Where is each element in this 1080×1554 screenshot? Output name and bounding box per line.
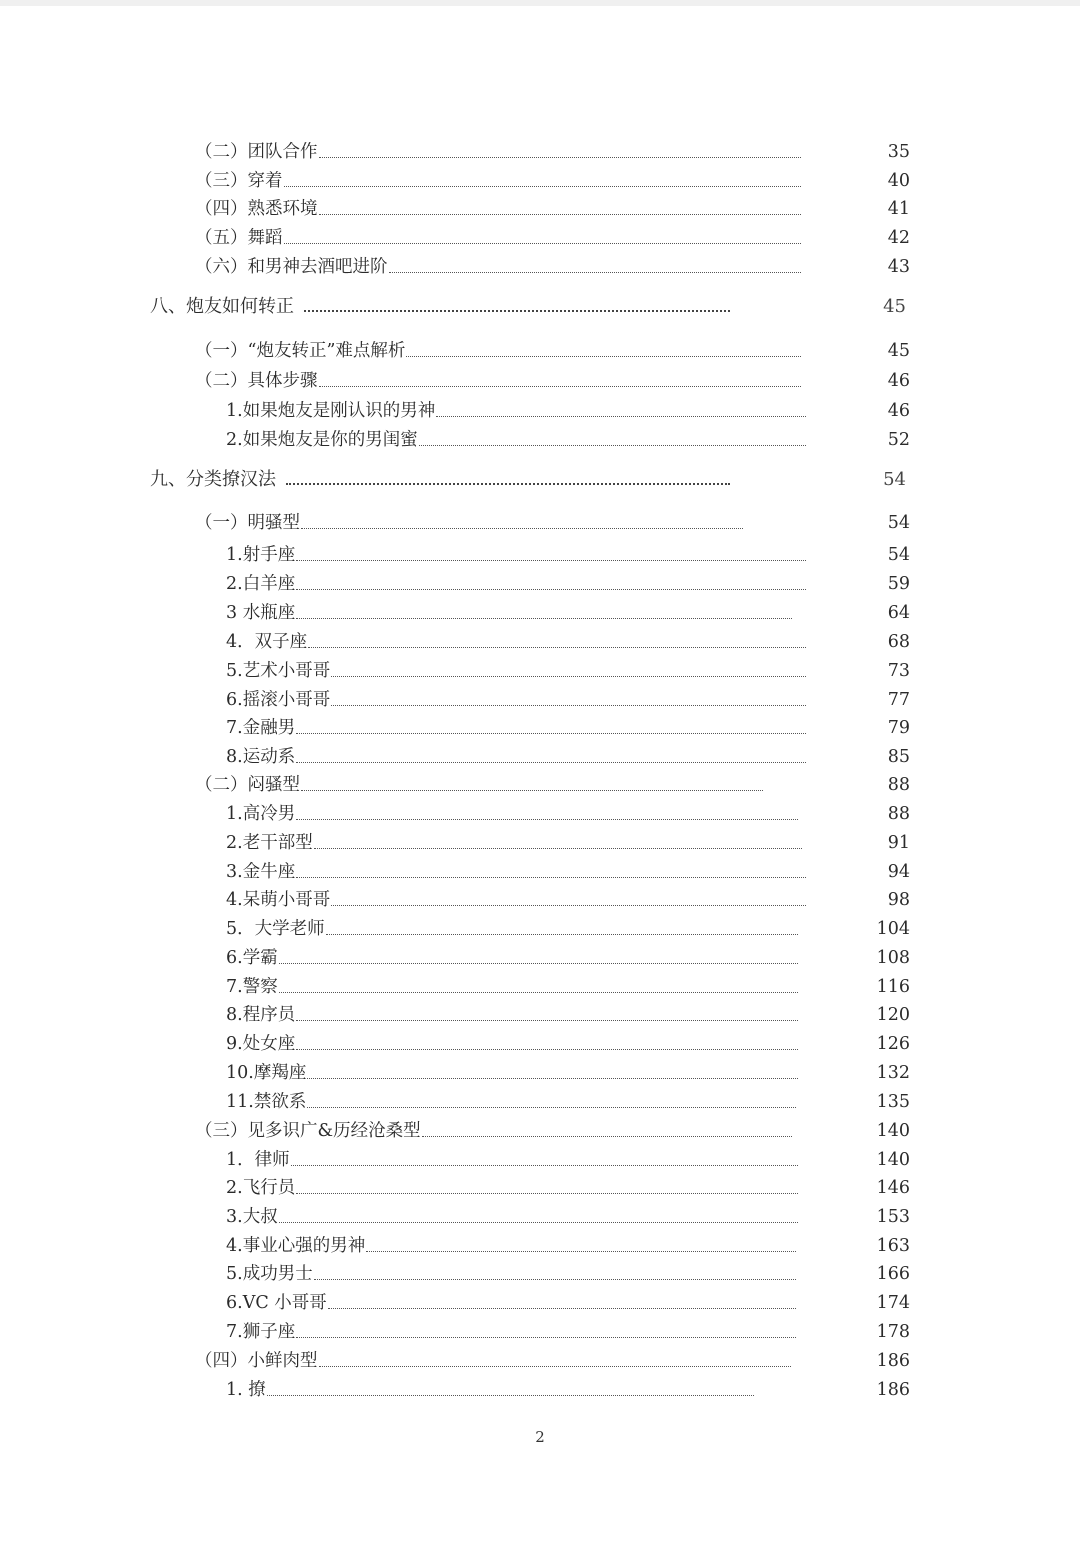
toc-page-number: 88 (887, 804, 910, 824)
toc-entry[interactable] (226, 429, 806, 451)
toc-page-number: 77 (887, 690, 910, 710)
toc-entry-label: 1. 撩 (226, 1380, 266, 1400)
toc-entry[interactable] (226, 1292, 796, 1314)
toc-page-number: 135 (876, 1092, 910, 1112)
toc-entry[interactable] (226, 1149, 798, 1171)
toc-entry[interactable] (226, 1033, 798, 1055)
toc-page-number: 45 (887, 341, 910, 361)
dot-leader (308, 646, 806, 648)
toc-page-number: 64 (887, 603, 910, 623)
toc-entry[interactable] (226, 660, 806, 682)
toc-entry-label: 9.处女座 (226, 1034, 296, 1054)
toc-page-number: 132 (876, 1063, 910, 1083)
dot-leader (296, 1048, 798, 1050)
toc-entry-label: 3.金牛座 (226, 862, 296, 882)
toc-page-number: 59 (887, 574, 910, 594)
toc-entry[interactable] (226, 1004, 798, 1026)
toc-entry[interactable] (195, 340, 801, 362)
toc-page-number: 43 (887, 257, 910, 277)
dot-leader (296, 761, 806, 763)
dot-leader (284, 185, 802, 187)
toc-page-number: 146 (876, 1178, 910, 1198)
toc-entry[interactable] (226, 832, 802, 854)
toc-entry[interactable] (226, 1062, 798, 1084)
toc-page-number: 116 (876, 977, 910, 997)
dot-leader (304, 309, 730, 312)
dot-leader (406, 355, 801, 357)
toc-page-number: 45 (883, 296, 906, 317)
dot-leader (286, 482, 730, 485)
toc-page-number: 52 (887, 430, 910, 450)
toc-entry[interactable] (226, 861, 806, 883)
dot-leader (296, 559, 806, 561)
toc-entry-label: （二）具体步骤 (195, 371, 318, 391)
toc-entry[interactable] (226, 947, 798, 969)
toc-page-number: 178 (876, 1322, 910, 1342)
toc-entry-label: 8.程序员 (226, 1005, 296, 1025)
toc-chapter-entry[interactable] (150, 469, 730, 491)
page-footer-number: 2 (535, 1428, 545, 1446)
toc-entry[interactable] (195, 1120, 792, 1142)
toc-page-number: 54 (883, 469, 906, 490)
toc-entry[interactable] (195, 1350, 791, 1372)
toc-entry-label: 10.摩羯座 (226, 1063, 307, 1083)
toc-page-number: 153 (876, 1207, 910, 1227)
toc-page-number: 85 (887, 747, 910, 767)
toc-entry-label: （一）“炮友转正”难点解析 (195, 341, 406, 361)
dot-leader (314, 1278, 796, 1280)
dot-leader (296, 1336, 796, 1338)
dot-leader (296, 588, 806, 590)
dot-leader (419, 444, 806, 446)
dot-leader (331, 675, 806, 677)
toc-entry-label: 3.大叔 (226, 1207, 278, 1227)
toc-entry-label: 4.呆萌小哥哥 (226, 890, 331, 910)
dot-leader (328, 1307, 796, 1309)
dot-leader (296, 1019, 798, 1021)
toc-entry[interactable] (226, 400, 806, 422)
toc-entry[interactable] (226, 1091, 796, 1113)
dot-leader (301, 789, 763, 791)
dot-leader (296, 1192, 798, 1194)
toc-entry-label: 2.如果炮友是你的男闺蜜 (226, 430, 418, 450)
toc-entry[interactable] (195, 141, 801, 163)
toc-page-number: 35 (887, 142, 910, 162)
toc-entry[interactable] (226, 1321, 796, 1343)
toc-page-number: 186 (876, 1380, 910, 1400)
toc-entry[interactable] (226, 1379, 754, 1401)
dot-leader (366, 1250, 796, 1252)
toc-entry-label: （三）穿着 (195, 171, 283, 191)
toc-entry[interactable] (195, 198, 801, 220)
toc-entry[interactable] (226, 918, 798, 940)
toc-page-number: 108 (876, 948, 910, 968)
toc-page-number: 40 (887, 171, 910, 191)
toc-entry-label: 1.高冷男 (226, 804, 296, 824)
toc-entry-label: 7.警察 (226, 977, 278, 997)
dot-leader (301, 527, 743, 529)
toc-page-number: 98 (887, 890, 910, 910)
toc-page-number: 79 (887, 718, 910, 738)
toc-entry[interactable] (195, 170, 801, 192)
toc-entry[interactable] (226, 544, 806, 566)
toc-entry[interactable] (226, 1206, 798, 1228)
toc-entry[interactable] (226, 976, 798, 998)
toc-entry-label: （五）舞蹈 (195, 228, 283, 248)
dot-leader (319, 213, 802, 215)
toc-page-number: 186 (876, 1351, 910, 1371)
dot-leader (284, 242, 802, 244)
toc-entry[interactable] (226, 889, 806, 911)
dot-leader (319, 1365, 792, 1367)
dot-leader (296, 818, 798, 820)
dot-leader (307, 1106, 796, 1108)
dot-leader (307, 1077, 798, 1079)
toc-entry-label: 6.学霸 (226, 948, 278, 968)
toc-entry-label: （二）团队合作 (195, 142, 318, 162)
toc-entry-label: 2.飞行员 (226, 1178, 296, 1198)
dot-leader (326, 933, 798, 935)
dot-leader (331, 704, 806, 706)
toc-page-number: 126 (876, 1034, 910, 1054)
dot-leader (296, 617, 792, 619)
dot-leader (279, 1221, 798, 1223)
toc-entry-label: 7.金融男 (226, 718, 296, 738)
dot-leader (279, 991, 798, 993)
toc-entry[interactable] (226, 631, 806, 653)
toc-entry-label: 8.运动系 (226, 747, 296, 767)
toc-page-number: 46 (887, 401, 910, 421)
toc-entry-label: 5.艺术小哥哥 (226, 661, 331, 681)
toc-entry[interactable] (226, 573, 806, 595)
toc-page-number: 163 (876, 1236, 910, 1256)
toc-entry-label: 1.射手座 (226, 545, 296, 565)
toc-entry[interactable] (226, 602, 792, 624)
toc-entry-label: （一）明骚型 (195, 513, 300, 533)
toc-entry-label: 6.VC 小哥哥 (226, 1293, 327, 1313)
toc-entry-label: 4．双子座 (226, 632, 308, 652)
toc-entry[interactable] (195, 256, 801, 278)
toc-page-number: 140 (876, 1121, 910, 1141)
toc-page-number: 73 (887, 661, 910, 681)
toc-entry[interactable] (226, 1263, 796, 1285)
toc-page-number: 46 (887, 371, 910, 391)
toc-entry-label: （二）闷骚型 (195, 775, 300, 795)
toc-entry[interactable] (226, 1177, 798, 1199)
toc-entry[interactable] (195, 227, 801, 249)
toc-entry-label: 1．律师 (226, 1150, 290, 1170)
dot-leader (319, 156, 802, 158)
dot-leader (319, 385, 802, 387)
toc-entry-label: 3 水瓶座 (226, 603, 296, 623)
toc-page-number: 41 (887, 199, 910, 219)
dot-leader (267, 1394, 754, 1396)
toc-chapter-label: 九、分类撩汉法 (150, 469, 276, 490)
toc-page-number: 94 (887, 862, 910, 882)
toc-entry[interactable] (195, 370, 801, 392)
toc-entry-label: 2.白羊座 (226, 574, 296, 594)
toc-page-number: 174 (876, 1293, 910, 1313)
toc-page-number: 91 (887, 833, 910, 853)
toc-page-number: 54 (887, 545, 910, 565)
toc-entry-label: （三）见多识广&历经沧桑型 (195, 1121, 421, 1141)
toc-entry-label: 5.成功男士 (226, 1264, 313, 1284)
toc-page-number: 140 (876, 1150, 910, 1170)
toc-entry[interactable] (226, 689, 806, 711)
dot-leader (279, 962, 798, 964)
toc-page-number: 88 (887, 775, 910, 795)
toc-entry[interactable] (226, 717, 806, 739)
toc-entry-label: 5．大学老师 (226, 919, 325, 939)
dot-leader (314, 847, 802, 849)
toc-entry-label: 7.狮子座 (226, 1322, 296, 1342)
toc-entry-label: 1.如果炮友是刚认识的男神 (226, 401, 436, 421)
toc-entry-label: 6.摇滚小哥哥 (226, 690, 331, 710)
dot-leader (296, 876, 806, 878)
toc-entry-label: 4.事业心强的男神 (226, 1236, 366, 1256)
dot-leader (436, 415, 806, 417)
toc-entry-label: （四）熟悉环境 (195, 199, 318, 219)
toc-page-number: 166 (876, 1264, 910, 1284)
toc-entry[interactable] (226, 803, 798, 825)
toc-page-number: 68 (887, 632, 910, 652)
toc-page-number: 120 (876, 1005, 910, 1025)
toc-chapter-label: 八、炮友如何转正 (150, 296, 294, 317)
dot-leader (296, 732, 806, 734)
toc-entry[interactable] (195, 512, 743, 534)
toc-chapter-entry[interactable] (150, 296, 730, 318)
toc-entry-label: （四）小鲜肉型 (195, 1351, 318, 1371)
toc-entry-label: 11.禁欲系 (226, 1092, 307, 1112)
toc-entry[interactable] (226, 746, 806, 768)
dot-leader (331, 904, 806, 906)
toc-page-number: 42 (887, 228, 910, 248)
toc-entry[interactable] (226, 1235, 796, 1257)
toc-entry[interactable] (195, 774, 763, 796)
toc-entry-label: （六）和男神去酒吧进阶 (195, 257, 388, 277)
dot-leader (422, 1135, 792, 1137)
dot-leader (389, 271, 802, 273)
toc-entry-label: 2.老干部型 (226, 833, 313, 853)
toc-page-number: 104 (876, 919, 910, 939)
toc-page-number: 54 (887, 513, 910, 533)
dot-leader (291, 1164, 798, 1166)
